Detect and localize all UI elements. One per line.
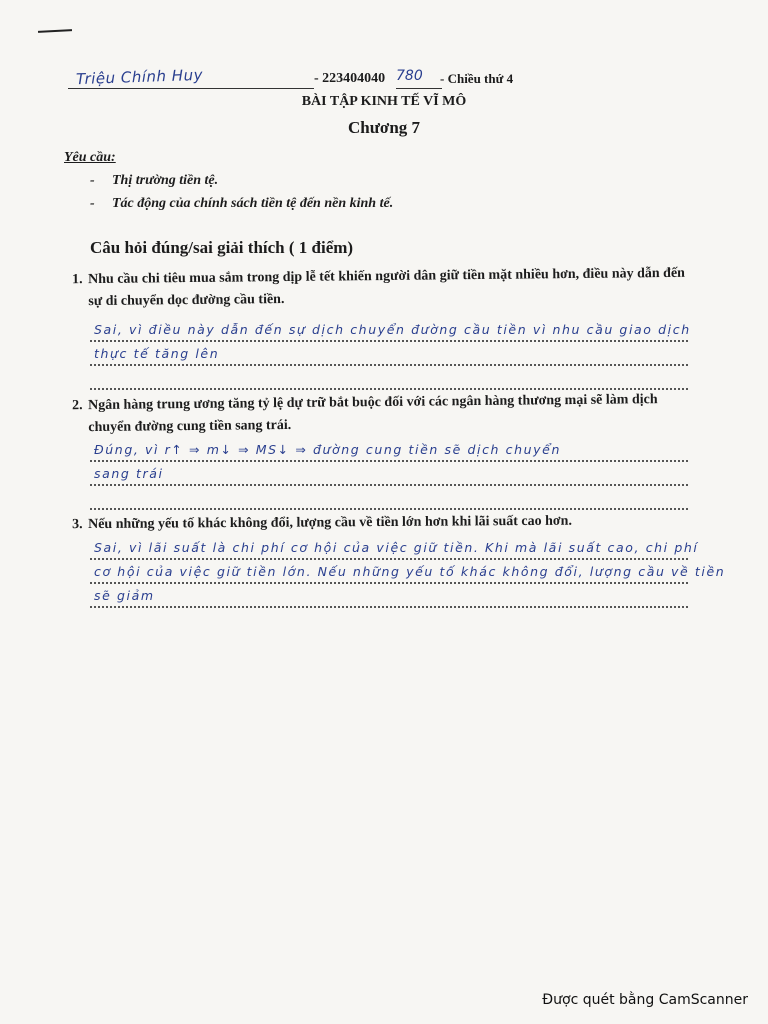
handwritten-answer: thực tế tăng lên bbox=[94, 346, 220, 361]
handwritten-answer: cơ hội của việc giữ tiền lớn. Nếu những yếu tố khác không đổi, lượng cầu về tiền bbox=[94, 564, 726, 579]
requirements-heading: Yêu cầu: bbox=[64, 150, 116, 165]
requirement-text: Tác động của chính sách tiền tệ đến nền kinh tế. bbox=[112, 196, 394, 211]
handwritten-answer: sẽ giảm bbox=[94, 588, 155, 603]
requirement-item: - Thị trường tiền tệ. bbox=[90, 173, 219, 188]
question-3 bbox=[72, 510, 692, 533]
question-1 bbox=[72, 263, 692, 310]
id-underline bbox=[396, 88, 442, 89]
section-heading: Câu hỏi đúng/sai giải thích ( 1 điểm) bbox=[90, 238, 354, 257]
corner-mark bbox=[38, 29, 72, 33]
answer-line bbox=[90, 342, 688, 366]
requirement-text: Thị trường tiền tệ. bbox=[112, 173, 219, 188]
handwritten-answer: Sai, vì điều này dẫn đến sự dịch chuyển đường cầu tiền vì nhu cầu giao dịch bbox=[94, 322, 691, 337]
student-name: Triệu Chính Huy bbox=[75, 65, 204, 89]
student-id: - 223404040 bbox=[314, 71, 386, 86]
question-text: Nhu cầu chi tiêu mua sắm trong dịp lễ tết khiến người dân giữ tiền mặt nhiều hơn, điều này dẫn đến sự di chuyển dọc đường cầu tiền. bbox=[88, 265, 686, 310]
scanner-watermark: Được quét bằng CamScanner bbox=[542, 992, 748, 1008]
student-id-handwritten: 780 bbox=[396, 68, 423, 84]
handwritten-answer: sang trái bbox=[94, 466, 164, 481]
handwritten-answer: Đúng, vì r↑ ⇒ m↓ ⇒ MS↓ ⇒ đường cung tiền sẽ dịch chuyển bbox=[94, 442, 561, 457]
answer-line bbox=[90, 462, 688, 486]
question-number: 3. bbox=[72, 517, 83, 533]
answer-line bbox=[90, 438, 688, 462]
worksheet-title: BÀI TẬP KINH TẾ VĨ MÔ bbox=[301, 94, 467, 109]
student-header bbox=[62, 65, 622, 94]
answer-line bbox=[90, 486, 688, 510]
answer-line bbox=[90, 560, 726, 584]
name-underline bbox=[68, 88, 314, 89]
question-text: Ngân hàng trung ương tăng tỷ lệ dự trữ bắt buộc đối với các ngân hàng thương mại sẽ làm dịch chuyển đường cung tiền sang trái. bbox=[88, 392, 658, 436]
class-session: - Chiều thứ 4 bbox=[440, 71, 514, 86]
answer-line bbox=[90, 536, 699, 560]
question-text: Nếu những yếu tố khác không đổi, lượng cầu về tiền lớn hơn khi lãi suất cao hơn. bbox=[88, 513, 572, 533]
requirement-item: - Tác động của chính sách tiền tệ đến nền kinh tế. bbox=[90, 196, 394, 211]
question-number: 2. bbox=[72, 398, 83, 414]
answer-line bbox=[90, 584, 688, 608]
handwritten-answer: Sai, vì lãi suất là chi phí cơ hội của việc giữ tiền. Khi mà lãi suất cao, chi phí bbox=[94, 540, 699, 555]
chapter-title: Chương 7 bbox=[347, 118, 421, 137]
question-number: 1. bbox=[72, 272, 83, 288]
answer-line bbox=[90, 318, 691, 342]
answer-line bbox=[90, 366, 688, 390]
